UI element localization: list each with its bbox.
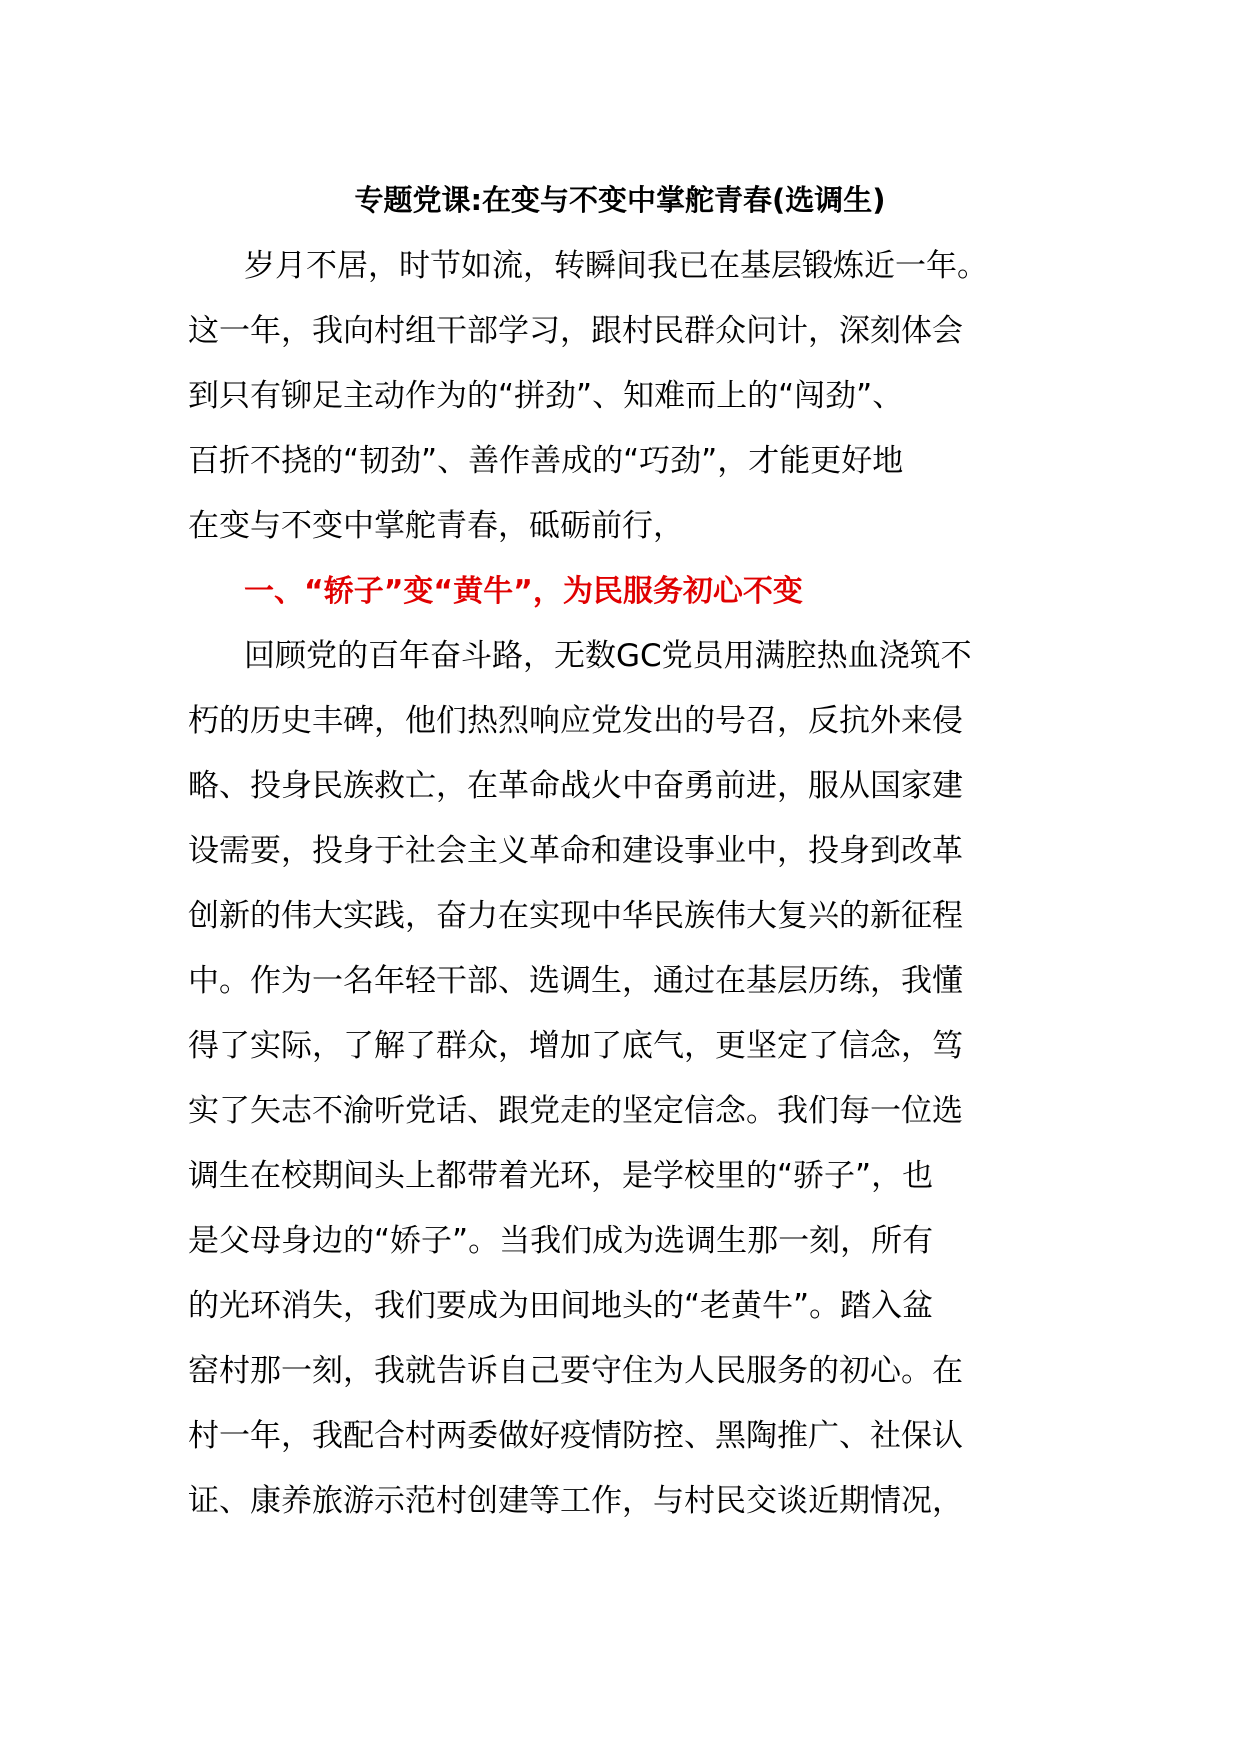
paragraph-line: 证、康养旅游示范村创建等工作，与村民交谈近期情况， [188,1483,963,1519]
paragraph-line: 在变与不变中掌舵青春，砥砺前行， [188,508,684,544]
paragraph-line: 实了矢志不渝听党话、跟党走的坚定信念。我们每一位选 [188,1093,963,1129]
paragraph-line: 设需要，投身于社会主义革命和建设事业中，投身到改革 [188,833,963,869]
paragraph-line: 中。作为一名年轻干部、选调生，通过在基层历练，我懂 [188,963,963,999]
paragraph-line: 是父母身边的“娇子”。当我们成为选调生那一刻，所有 [188,1223,934,1259]
paragraph-line: 回顾党的百年奋斗路，无数GC党员用满腔热血浇筑不 [244,638,972,674]
paragraph-line: 窑村那一刻，我就告诉自己要守住为人民服务的初心。在 [188,1353,963,1389]
paragraph-line: 到只有铆足主动作为的“拼劲”、知难而上的“闯劲”、 [188,378,904,414]
paragraph-line: 创新的伟大实践，奋力在实现中华民族伟大复兴的新征程 [188,898,963,934]
paragraph-line: 调生在校期间头上都带着光环，是学校里的“骄子”，也 [188,1158,934,1194]
paragraph-line: 百折不挠的“韧劲”、善作善成的“巧劲”，才能更好地 [188,443,904,479]
paragraph-line: 朽的历史丰碑，他们热烈响应党发出的号召，反抗外来侵 [188,703,963,739]
section-heading: 一、“轿子”变“黄牛”，为民服务初心不变 [244,574,803,609]
document-title: 专题党课:在变与不变中掌舵青春(选调生) [354,183,886,217]
paragraph-line: 得了实际，了解了群众，增加了底气，更坚定了信念，笃 [188,1028,963,1064]
paragraph-2 [188,624,1052,1534]
paragraph-line: 略、投身民族救亡，在革命战火中奋勇前进，服从国家建 [188,768,963,804]
paragraph-line: 的光环消失，我们要成为田间地头的“老黄牛”。踏入盆 [188,1288,934,1324]
paragraph-line: 这一年，我向村组干部学习，跟村民群众问计，深刻体会 [188,313,963,349]
paragraph-line: 村一年，我配合村两委做好疫情防控、黑陶推广、社保认 [188,1418,963,1454]
paragraph-1 [188,234,1052,559]
document-body [188,178,1052,1534]
paragraph-line: 岁月不居，时节如流，转瞬间我已在基层锻炼近一年。 [244,248,988,284]
